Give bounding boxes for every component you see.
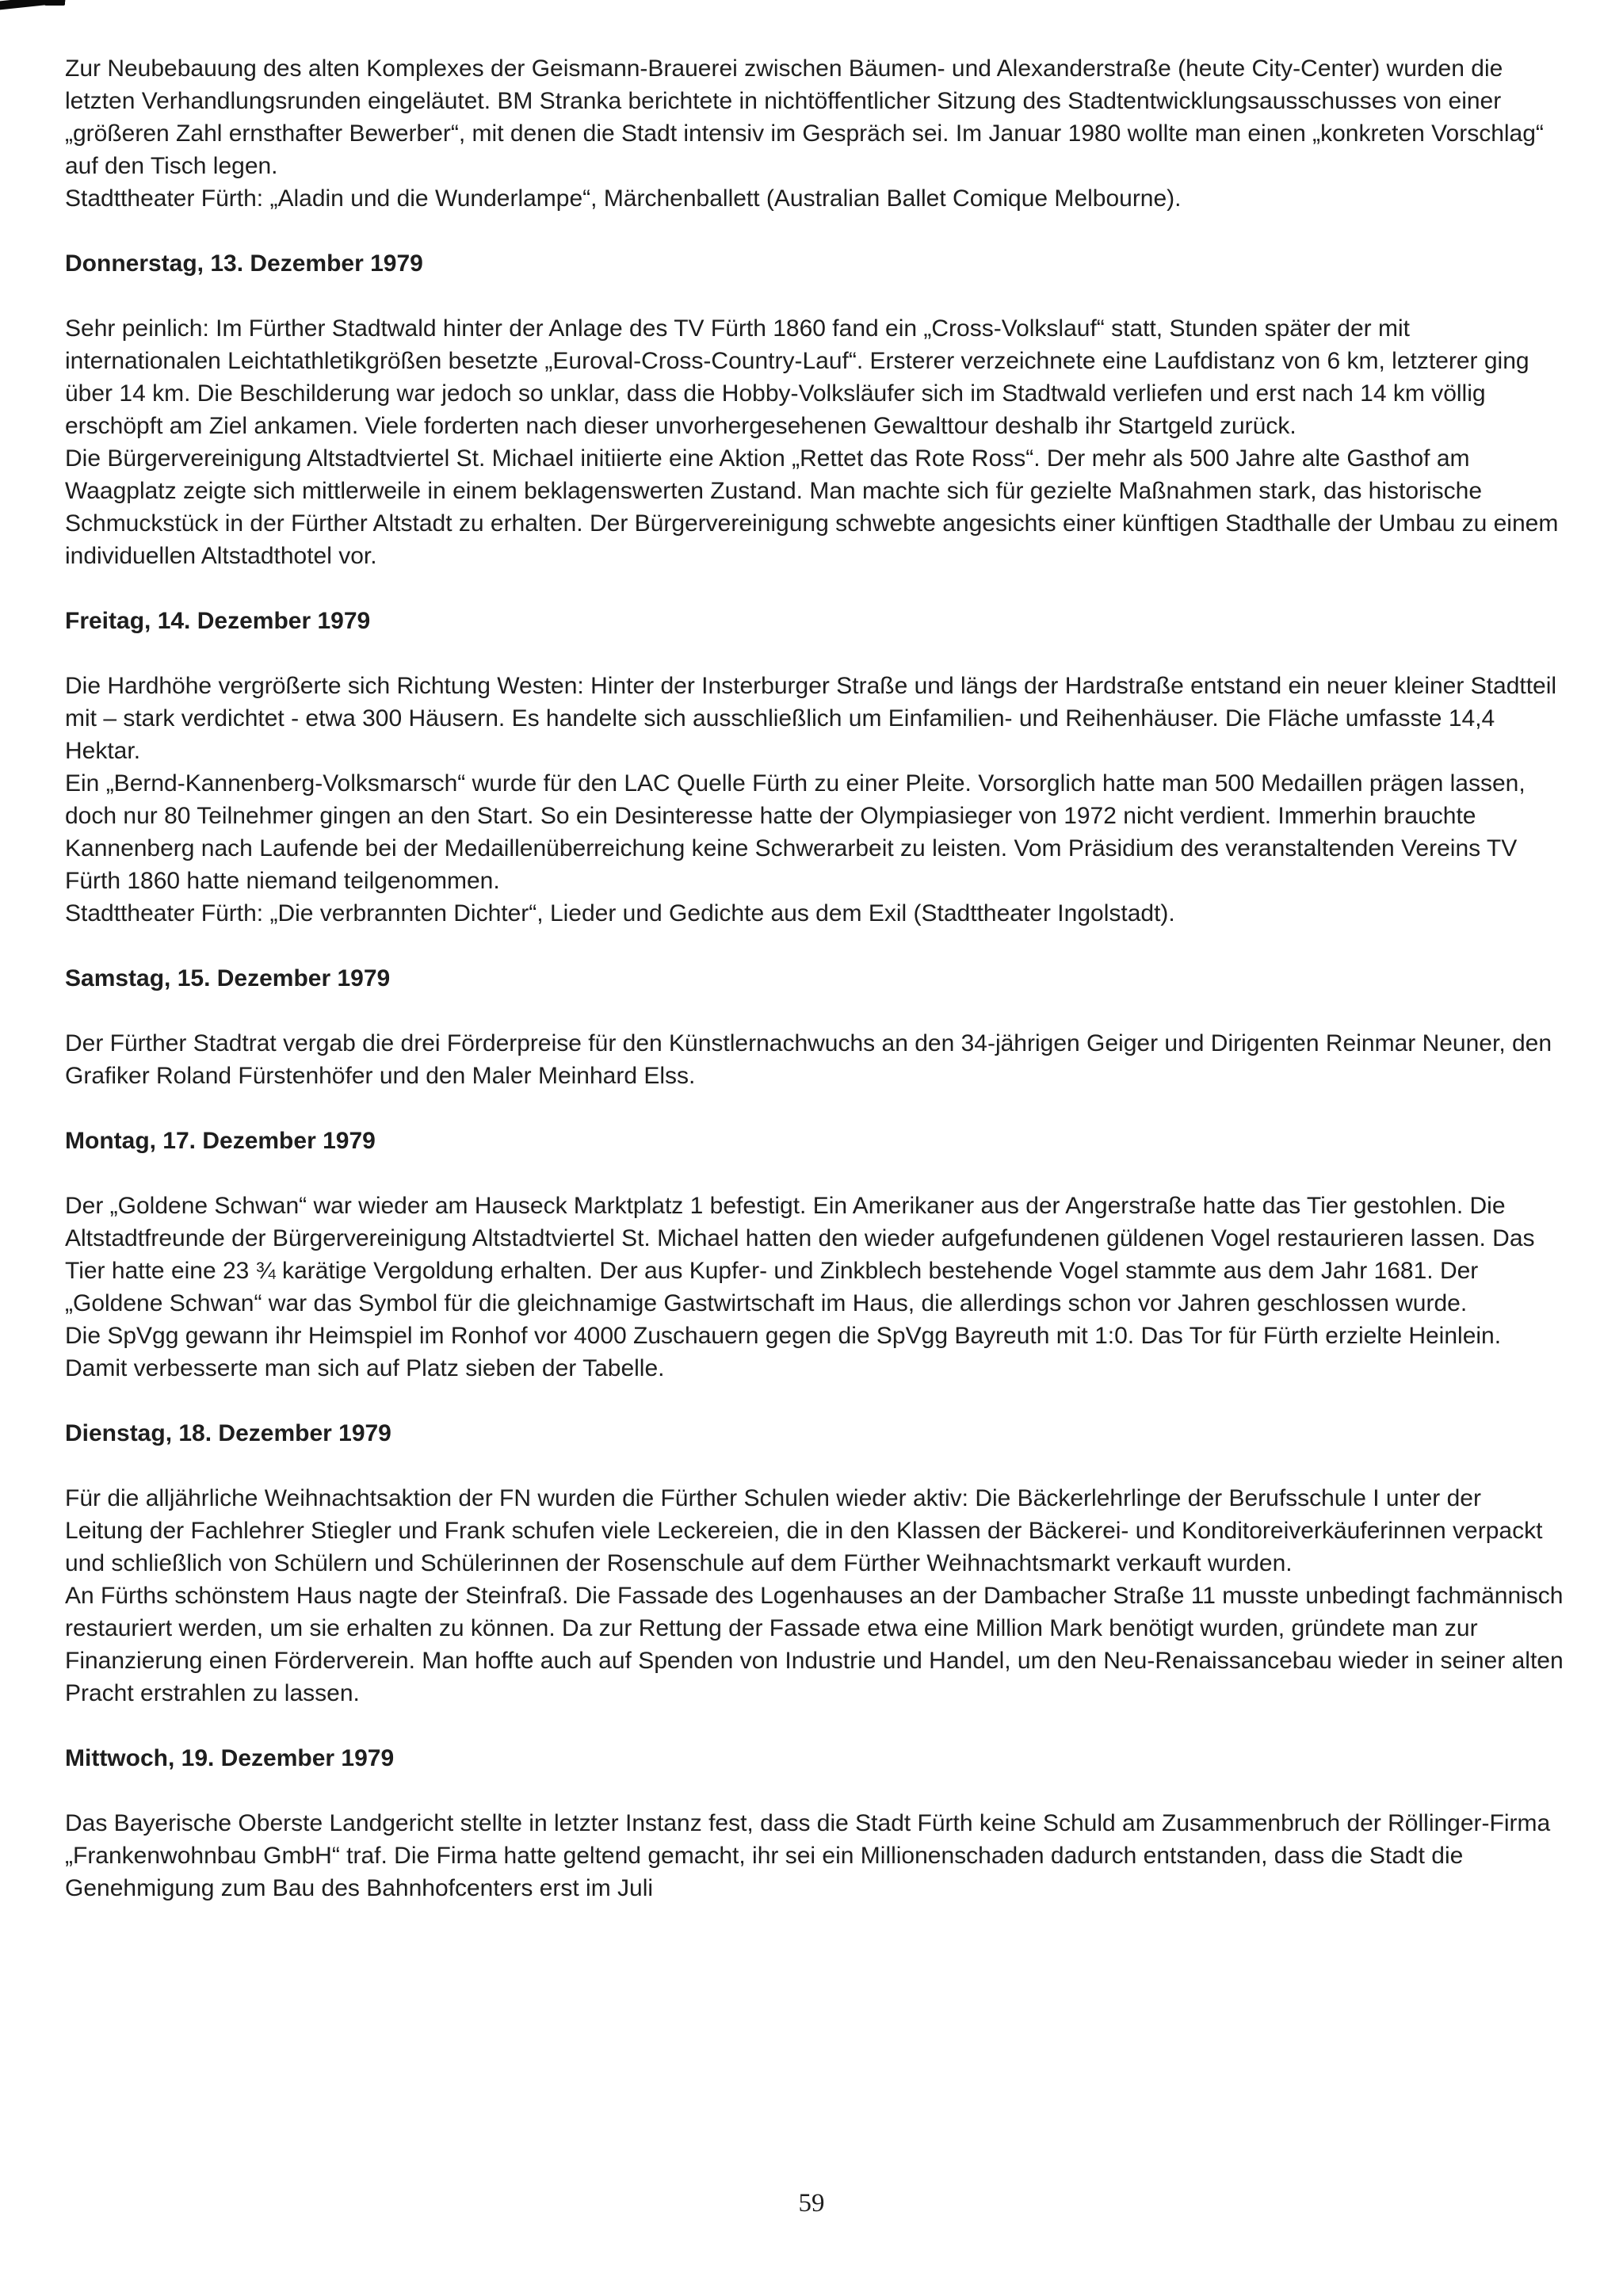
- paragraph: Der „Goldene Schwan“ war wieder am Hauseck Marktplatz 1 befestigt. Ein Amerikaner aus der Angerstraße hatte das Tier gestohlen. Die Altstadtfreunde der Bürgervereinigung Altstadtviertel St. Michael hatten den wieder aufgefundenen güldenen Vogel restaurieren lassen. Das Tier hatte eine 23 ¾ karätige Vergoldung erhalten. Der aus Kupfer- und Zinkblech bestehende Vogel stammte aus dem Jahr 1681. Der „Goldene Schwan“ war das Symbol für die gleichnamige Gastwirtschaft im Haus, die allerdings schon vor Jahren geschlossen wurde.: [65, 1193, 1535, 1316]
- section-freitag-14-dezember-1979: [65, 605, 1564, 930]
- paragraph: Sehr peinlich: Im Fürther Stadtwald hinter der Anlage des TV Fürth 1860 fand ein „Cross-Volkslauf“ statt, Stunden später der mit internationalen Leichtathletikgrößen besetzte „Euroval-Cross-Country-Lauf“. Ersterer verzeichnete eine Laufdistanz von 6 km, letzterer ging über 14 km. Die Beschilderung war jedoch so unklar, dass die Hobby-Volksläufer sich im Stadtwald verliefen und erst nach 14 km völlig erschöpft am Ziel ankamen. Viele forderten nach dieser unvorhergesehenen Gewalttour deshalb ihr Startgeld zurück.: [65, 315, 1529, 439]
- paragraph: Für die alljährliche Weihnachtsaktion der FN wurden die Fürther Schulen wieder aktiv: Die Bäckerlehrlinge der Berufsschule I unter der Leitung der Fachlehrer Stiegler und Frank schufen viele Leckereien, die in den Klassen der Bäckerei- und Konditoreiverkäuferinnen verpackt und schließlich von Schülern und Schülerinnen der Rosenschule auf dem Fürther Weihnachtsmarkt verkauft wurden.: [65, 1485, 1543, 1576]
- paragraph: Stadttheater Fürth: „Die verbrannten Dichter“, Lieder und Gedichte aus dem Exil (Stadttheater Ingolstadt).: [65, 900, 1175, 926]
- paragraph: Der Fürther Stadtrat vergab die drei Förderpreise für den Künstlernachwuchs an den 34-jährigen Geiger und Dirigenten Reinmar Neuner, den Grafiker Roland Fürstenhöfer und den Maler Meinhard Elss.: [65, 1030, 1552, 1089]
- section-dienstag-18-dezember-1979: [65, 1417, 1564, 1710]
- paragraph: Die SpVgg gewann ihr Heimspiel im Ronhof vor 4000 Zuschauern gegen die SpVgg Bayreuth mit 1:0. Das Tor für Fürth erzielte Heinlein. Damit verbesserte man sich auf Platz sieben der Tabelle.: [65, 1323, 1502, 1381]
- section-samstag-15-dezember-1979: [65, 962, 1564, 1092]
- paragraph: Ein „Bernd-Kannenberg-Volksmarsch“ wurde für den LAC Quelle Fürth zu einer Pleite. Vorsorglich hatte man 500 Medaillen prägen lassen, doch nur 80 Teilnehmer gingen an den Start. So ein Desinteresse hatte der Olympiasieger von 1972 nicht verdient. Immerhin brauchte Kannenberg nach Laufende bei der Medaillenüberreichung keine Schwerarbeit zu leisten. Vom Präsidium des veranstaltenden Vereins TV Fürth 1860 hatte niemand teilgenommen.: [65, 770, 1526, 894]
- paragraph: Stadttheater Fürth: „Aladin und die Wunderlampe“, Märchenballett (Australian Ballet Comique Melbourne).: [65, 185, 1182, 212]
- date-heading: Mittwoch, 19. Dezember 1979: [65, 1745, 395, 1771]
- scan-artifact: [44, 0, 65, 6]
- paragraph: Die Bürgervereinigung Altstadtviertel St. Michael initiierte eine Aktion „Rettet das Rote Ross“. Der mehr als 500 Jahre alte Gasthof am Waagplatz zeigte sich mittlerweile in einem beklagenswerten Zustand. Man machte sich für gezielte Maßnahmen stark, das historische Schmuckstück in der Fürther Altstadt zu erhalten. Der Bürgervereinigung schwebte angesichts einer künftigen Stadthalle der Umbau zu einem individuellen Altstadthotel vor.: [65, 445, 1559, 569]
- date-heading: Montag, 17. Dezember 1979: [65, 1128, 376, 1154]
- page-content: [65, 52, 1564, 1904]
- paragraph: Das Bayerische Oberste Landgericht stellte in letzter Instanz fest, dass die Stadt Fürth keine Schuld am Zusammenbruch der Röllinger-Firma „Frankenwohnbau GmbH“ traf. Die Firma hatte geltend gemacht, ihr sei ein Millionenschaden dadurch entstanden, dass die Stadt die Genehmigung zum Bau des Bahnhofcenters erst im Juli: [65, 1810, 1551, 1901]
- page-number: 59: [798, 2189, 825, 2218]
- section-continuation: [65, 52, 1564, 215]
- page-footer: [0, 2189, 1623, 2218]
- date-heading: Donnerstag, 13. Dezember 1979: [65, 250, 423, 277]
- date-heading: Freitag, 14. Dezember 1979: [65, 608, 371, 634]
- section-mittwoch-19-dezember-1979: [65, 1742, 1564, 1904]
- date-heading: Dienstag, 18. Dezember 1979: [65, 1420, 391, 1446]
- section-montag-17-dezember-1979: [65, 1125, 1564, 1385]
- date-heading: Samstag, 15. Dezember 1979: [65, 965, 391, 991]
- section-donnerstag-13-dezember-1979: [65, 247, 1564, 572]
- paragraph: An Fürths schönstem Haus nagte der Steinfraß. Die Fassade des Logenhauses an der Dambacher Straße 11 musste unbedingt fachmännisch restauriert werden, um sie erhalten zu können. Da zur Rettung der Fassade etwa eine Million Mark benötigt wurden, gründete man zur Finanzierung einen Förderverein. Man hoffte auch auf Spenden von Industrie und Handel, um den Neu-Renaissancebau wieder in seiner alten Pracht erstrahlen zu lassen.: [65, 1583, 1564, 1706]
- paragraph: Zur Neubebauung des alten Komplexes der Geismann-Brauerei zwischen Bäumen- und Alexanderstraße (heute City-Center) wurden die letzten Verhandlungsrunden eingeläutet. BM Stranka berichtete in nichtöffentlicher Sitzung des Stadtentwicklungsausschusses von einer „größeren Zahl ernsthafter Bewerber“, mit denen die Stadt intensiv im Gespräch sei. Im Januar 1980 wollte man einen „konkreten Vorschlag“ auf den Tisch legen.: [65, 55, 1544, 179]
- paragraph: Die Hardhöhe vergrößerte sich Richtung Westen: Hinter der Insterburger Straße und längs der Hardstraße entstand ein neuer kleiner Stadtteil mit – stark verdichtet - etwa 300 Häusern. Es handelte sich ausschließlich um Einfamilien- und Reihenhäuser. Die Fläche umfasste 14,4 Hektar.: [65, 673, 1557, 764]
